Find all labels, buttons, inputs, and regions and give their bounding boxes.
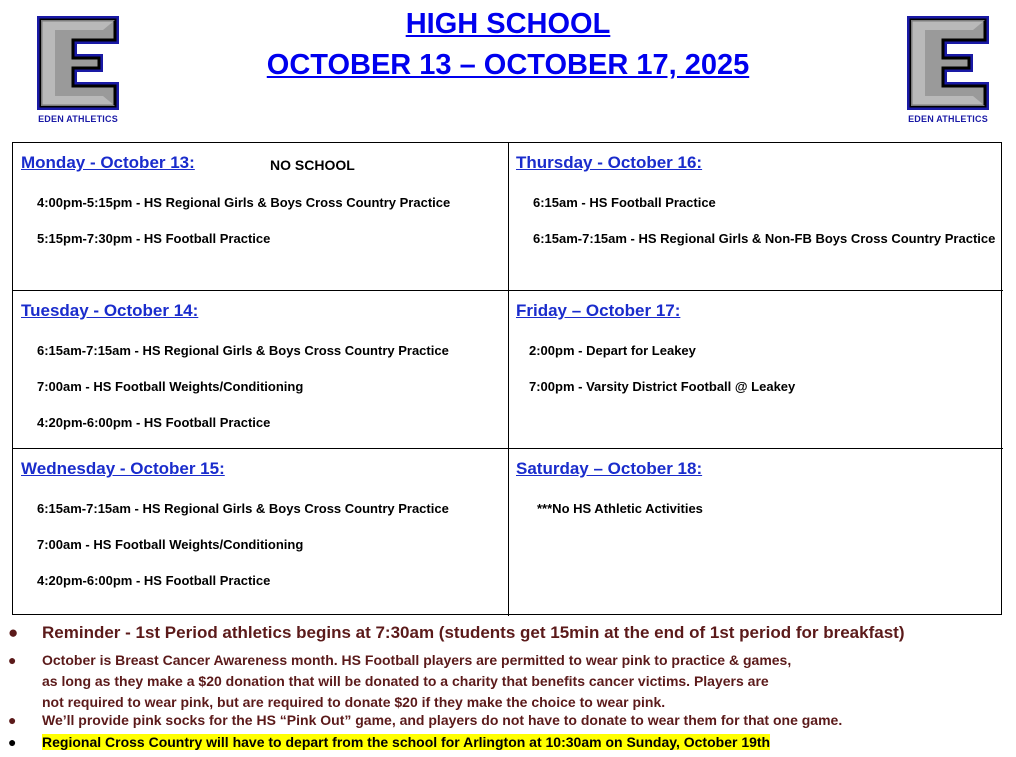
page-title: HIGH SCHOOL bbox=[405, 8, 611, 40]
note-text: not required to wear pink, but are required to donate $20 if they make the choice to wear pink. bbox=[42, 694, 666, 710]
note-text: We’ll provide pink socks for the HS “Pink Out” game, and players do not have to donate to wear them for that one game. bbox=[42, 712, 843, 728]
event-list bbox=[529, 342, 795, 414]
day-heading: Wednesday - October 15: bbox=[21, 459, 225, 478]
eden-e-logo-icon bbox=[33, 14, 123, 112]
event-item: 4:20pm-6:00pm - HS Football Practice bbox=[37, 415, 271, 430]
bullet-icon: ● bbox=[8, 623, 19, 642]
day-cell-monday bbox=[13, 143, 509, 291]
event-item: 6:15am - HS Football Practice bbox=[533, 195, 716, 210]
event-item: 6:15am-7:15am - HS Regional Girls & Non-FB Boys Cross Country Practice bbox=[533, 231, 996, 246]
day-cell-tuesday bbox=[13, 291, 509, 449]
event-list bbox=[37, 500, 449, 608]
event-item: 4:00pm-5:15pm - HS Regional Girls & Boys Cross Country Practice bbox=[37, 195, 451, 210]
event-list bbox=[537, 500, 703, 536]
day-cell-wednesday bbox=[13, 449, 509, 616]
bullet-icon: ● bbox=[8, 652, 17, 668]
event-item: 7:00pm - Varsity District Football @ Leakey bbox=[529, 379, 796, 394]
event-item: 7:00am - HS Football Weights/Conditioning bbox=[37, 379, 304, 394]
day-note: NO SCHOOL bbox=[270, 157, 355, 173]
schedule-grid bbox=[12, 142, 1002, 615]
note-text-highlighted: Regional Cross Country will have to depart from the school for Arlington at 10:30am on Sunday, October 19th bbox=[42, 734, 771, 750]
event-item: ***No HS Athletic Activities bbox=[537, 501, 703, 516]
day-cell-saturday bbox=[509, 449, 1003, 616]
day-heading: Tuesday - October 14: bbox=[21, 301, 199, 320]
logo-left bbox=[28, 14, 128, 124]
event-list bbox=[533, 194, 995, 266]
day-heading: Friday – October 17: bbox=[516, 301, 681, 320]
eden-e-logo-icon bbox=[903, 14, 993, 112]
logo-caption: EDEN ATHLETICS bbox=[38, 114, 118, 124]
event-item: 6:15am-7:15am - HS Regional Girls & Boys Cross Country Practice bbox=[37, 501, 449, 516]
note-text: as long as they make a $20 donation that will be donated to a charity that benefits cancer victims. Players are bbox=[42, 673, 769, 689]
event-item: 7:00am - HS Football Weights/Conditioning bbox=[37, 537, 304, 552]
note-text: Reminder - 1st Period athletics begins at 7:30am (students get 15min at the end of 1st period for breakfast) bbox=[42, 623, 905, 642]
day-cell-thursday bbox=[509, 143, 1003, 291]
event-item: 2:00pm - Depart for Leakey bbox=[529, 343, 696, 358]
day-heading: Monday - October 13: bbox=[21, 153, 195, 172]
logo-caption: EDEN ATHLETICS bbox=[908, 114, 988, 124]
note-text: October is Breast Cancer Awareness month. HS Football players are permitted to wear pink to practice & games, bbox=[42, 652, 792, 668]
bullet-icon: ● bbox=[8, 734, 17, 750]
event-item: 4:20pm-6:00pm - HS Football Practice bbox=[37, 573, 271, 588]
day-heading: Thursday - October 16: bbox=[516, 153, 703, 172]
bullet-icon: ● bbox=[8, 712, 17, 728]
day-heading: Saturday – October 18: bbox=[516, 459, 703, 478]
logo-right bbox=[898, 14, 998, 124]
event-item: 5:15pm-7:30pm - HS Football Practice bbox=[37, 231, 271, 246]
event-list bbox=[37, 342, 449, 450]
date-range-title: OCTOBER 13 – OCTOBER 17, 2025 bbox=[266, 49, 750, 81]
event-list bbox=[37, 194, 450, 266]
event-item: 6:15am-7:15am - HS Regional Girls & Boys Cross Country Practice bbox=[37, 343, 449, 358]
day-cell-friday bbox=[509, 291, 1003, 449]
